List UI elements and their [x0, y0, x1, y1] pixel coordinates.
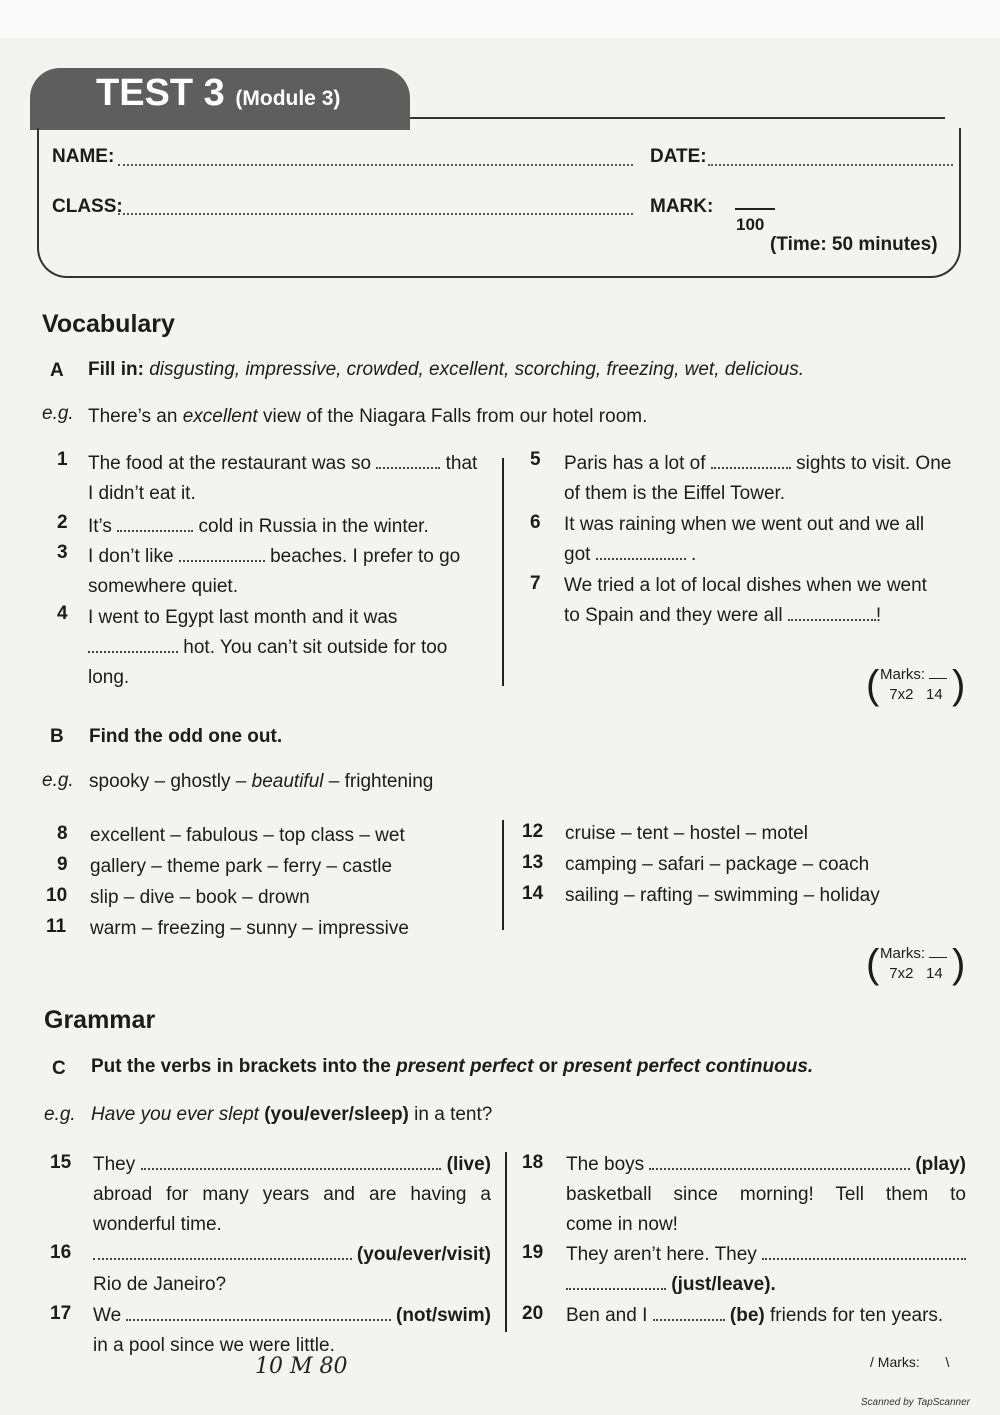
item-number: 18 — [522, 1152, 544, 1173]
odd-one-out-item: excellent – fabulous – top class – wet — [90, 825, 405, 846]
scan-top-margin — [0, 0, 1000, 38]
marks-bracket-left: ( — [866, 663, 880, 707]
section-a-letter: A — [50, 360, 64, 381]
answer-blank[interactable] — [88, 637, 178, 653]
item-number: 19 — [522, 1242, 544, 1263]
grammar-heading: Grammar — [44, 1006, 156, 1034]
answer-blank[interactable] — [93, 1244, 352, 1260]
mark-label: MARK: — [650, 196, 714, 217]
question-item: (you/ever/visit) Rio de Janeiro? — [93, 1244, 491, 1295]
date-field[interactable] — [708, 164, 953, 166]
answer-blank[interactable] — [179, 546, 265, 562]
answer-blank[interactable] — [788, 605, 876, 621]
name-field[interactable] — [118, 164, 633, 166]
item-number: 8 — [57, 823, 68, 844]
answer-blank[interactable] — [653, 1305, 725, 1321]
section-c-example: Have you ever slept (you/ever/sleep) in a tent? — [91, 1104, 493, 1125]
question-item: The boys (play) basketball since morning! Tell them to come in now! — [566, 1154, 966, 1235]
item-number: 3 — [57, 542, 68, 563]
odd-one-out-item: slip – dive – book – drown — [90, 887, 310, 908]
answer-blank[interactable] — [596, 544, 686, 560]
question-item: They (live) abroad for many years and are having a wonderful time. — [93, 1154, 491, 1235]
section-c-letter: C — [52, 1058, 66, 1079]
answer-blank[interactable] — [117, 516, 193, 532]
item-number: 1 — [57, 449, 68, 470]
example-label: e.g. — [44, 1104, 76, 1125]
item-number: 10 — [46, 885, 68, 906]
section-b-example: spooky – ghostly – beautiful – frightening — [89, 771, 434, 792]
item-number: 5 — [530, 449, 541, 470]
section-c-instruction: Put the verbs in brackets into the present perfect or present perfect continuous. — [91, 1056, 814, 1077]
item-number: 11 — [46, 916, 67, 937]
example-label: e.g. — [42, 770, 74, 791]
item-number: 4 — [57, 603, 68, 624]
marks-box-a: Marks: 7x2 14 — [880, 665, 952, 705]
time-limit: (Time: 50 minutes) — [770, 234, 938, 255]
item-number: 9 — [57, 854, 68, 875]
vocabulary-heading: Vocabulary — [42, 310, 175, 338]
item-number: 14 — [522, 883, 544, 904]
question-item: We (not/swim) in a pool since we were little. — [93, 1305, 491, 1356]
question-item: The food at the restaurant was so that I didn’t eat it. — [88, 453, 478, 504]
column-divider — [502, 820, 504, 930]
answer-blank[interactable] — [126, 1305, 390, 1321]
marks-bracket-right: ) — [952, 942, 966, 986]
odd-one-out-item: camping – safari – package – coach — [565, 854, 870, 875]
section-b-letter: B — [50, 726, 64, 747]
scanner-watermark: Scanned by TapScanner — [860, 1397, 970, 1408]
item-number: 12 — [522, 821, 544, 842]
class-label: CLASS: — [52, 196, 123, 217]
date-label: DATE: — [650, 146, 707, 167]
question-item: We tried a lot of local dishes when we went to Spain and they were all ! — [564, 575, 927, 626]
item-number: 6 — [530, 512, 541, 533]
class-field[interactable] — [118, 213, 633, 215]
example-label: e.g. — [42, 403, 74, 424]
marks-bracket-left: ( — [866, 942, 880, 986]
item-number: 13 — [522, 852, 544, 873]
odd-one-out-item: cruise – tent – hostel – motel — [565, 823, 808, 844]
answer-blank[interactable] — [711, 453, 791, 469]
answer-blank[interactable] — [141, 1154, 442, 1170]
odd-one-out-item: sailing – rafting – swimming – holiday — [565, 885, 880, 906]
item-number: 17 — [50, 1303, 72, 1324]
answer-blank[interactable] — [762, 1244, 966, 1260]
question-item: I don’t like beaches. I prefer to go somewhere quiet. — [88, 546, 461, 597]
section-a-instruction: Fill in: disgusting, impressive, crowded, excellent, scorching, freezing, wet, delicious. — [88, 359, 804, 380]
marks-box-b: Marks: 7x2 14 — [880, 944, 952, 984]
answer-blank[interactable] — [376, 453, 440, 469]
section-a-example: There’s an excellent view of the Niagara Falls from our hotel room. — [88, 406, 648, 427]
item-number: 20 — [522, 1303, 544, 1324]
section-b-instruction: Find the odd one out. — [89, 726, 283, 747]
item-number: 7 — [530, 573, 541, 594]
column-divider — [502, 458, 504, 686]
item-number: 15 — [50, 1152, 72, 1173]
item-number: 2 — [57, 512, 68, 533]
marks-box-c: / Marks: \ — [870, 1354, 950, 1370]
odd-one-out-item: gallery – theme park – ferry – castle — [90, 856, 393, 877]
question-item: It’s cold in Russia in the winter. — [88, 516, 429, 537]
odd-one-out-item: warm – freezing – sunny – impressive — [90, 918, 409, 939]
marks-bracket-right: ) — [952, 663, 966, 707]
question-item: Paris has a lot of sights to visit. One of them is the Eiffel Tower. — [564, 453, 952, 504]
test-title: TEST 3 (Module 3) — [96, 72, 341, 114]
answer-blank[interactable] — [649, 1154, 910, 1170]
question-item: It was raining when we went out and we all got . — [564, 514, 925, 565]
item-number: 16 — [50, 1242, 72, 1263]
name-label: NAME: — [52, 146, 115, 167]
mark-total: 100 — [736, 215, 765, 234]
handwritten-score: 10 M 80 — [255, 1354, 348, 1379]
column-divider — [505, 1152, 507, 1332]
mark-field[interactable] — [735, 208, 775, 210]
question-item: They aren’t here. They (just/leave). — [566, 1240, 966, 1300]
answer-blank[interactable] — [566, 1274, 666, 1290]
module-label: (Module 3) — [235, 87, 341, 110]
question-item: I went to Egypt last month and it was hot. You can’t sit outside for too long. — [88, 607, 448, 688]
header-rule — [410, 117, 945, 119]
question-item: Ben and I (be) friends for ten years. — [566, 1305, 944, 1326]
